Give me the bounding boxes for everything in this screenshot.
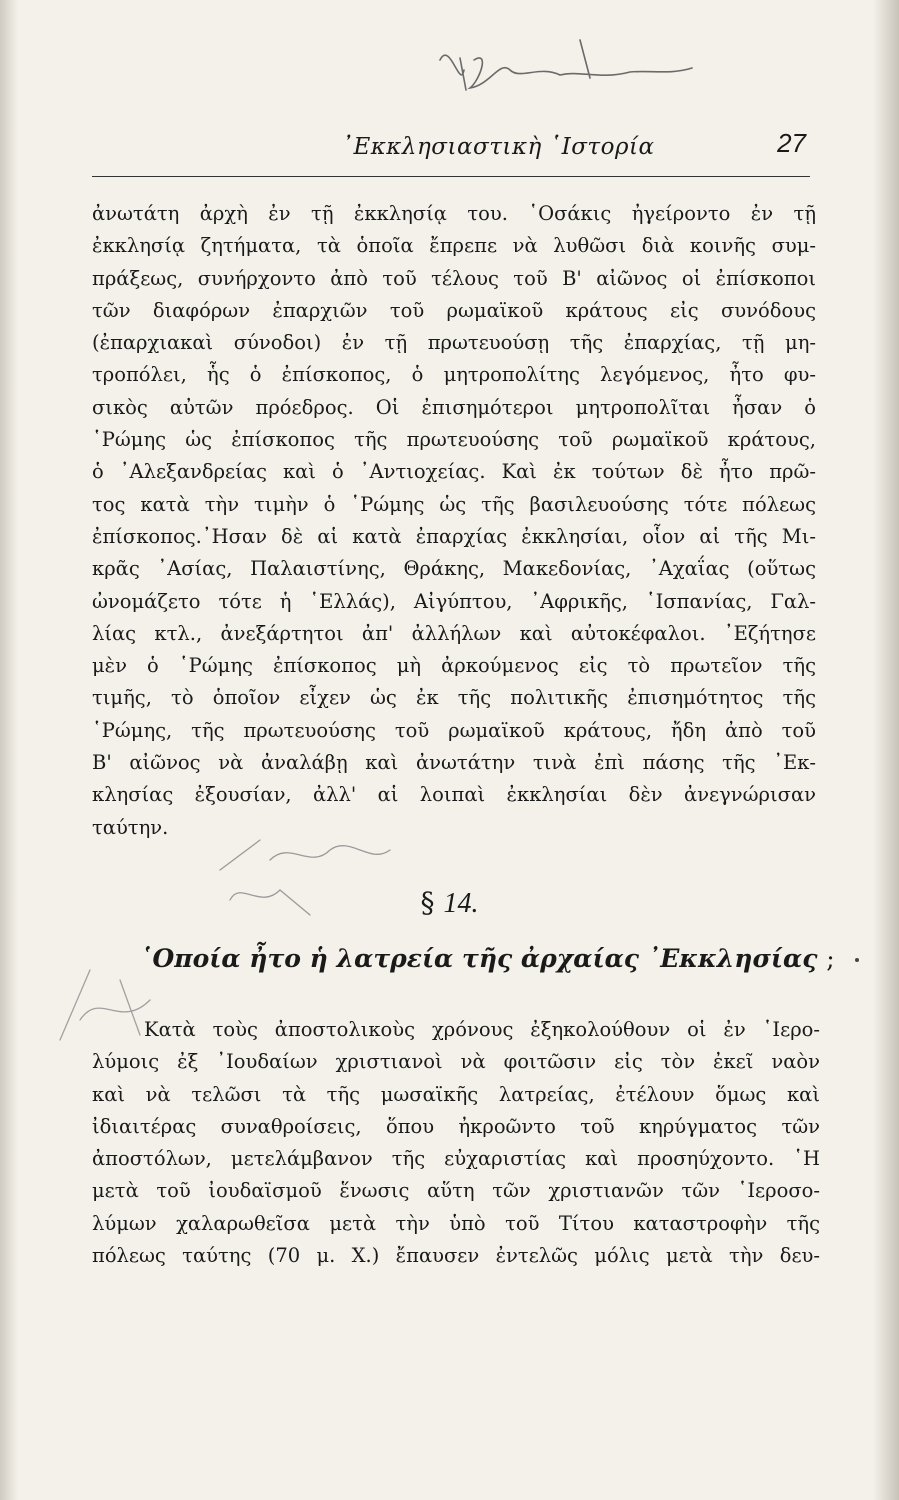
text-line: ἀνωτάτη ἀρχὴ ἐν τῇ ἐκκλησίᾳ του. ῾Οσάκις ἠγείροντο ἐν τῇ	[92, 202, 816, 225]
text-line: κλησίας ἐξουσίαν, ἀλλ' αἱ λοιπαὶ ἐκκλησίαι δὲν ἀνεγνώρισαν	[92, 783, 816, 807]
section-number: 14.	[443, 888, 479, 919]
section-title-text: ῾Οποία ἦτο ἡ λατρεία τῆς ἀρχαίας ᾿Εκκλησίας	[140, 944, 818, 973]
text-line: Κατὰ τοὺς ἀποστολικοὺς χρόνους ἐξηκολούθουν οἱ ἐν ῾Ιερο-	[144, 1018, 820, 1041]
header-rule	[92, 176, 810, 177]
text-line: ἀποστόλων, μετελάμβανον τῆς εὐχαριστίας καὶ προσηύχοντο. ῾Η	[92, 1147, 820, 1171]
text-line: λύμων χαλαρωθεῖσα μετὰ τὴν ὑπὸ τοῦ Τίτου καταστροφὴν τῆς	[92, 1211, 820, 1235]
text-line: τροπόλει, ἧς ὁ ἐπίσκοπος, ὁ μητροπολίτης λεγόμενος, ἦτο φυ-	[92, 363, 816, 387]
text-line: ἰδιαιτέρας συναθροίσεις, ὅπου ἠκροῶντο τοῦ κηρύγματος τῶν	[92, 1114, 820, 1138]
text-line: ταύτην.	[92, 815, 169, 839]
speck	[855, 958, 859, 962]
text-line: πράξεως, συνήρχοντο ἀπὸ τοῦ τέλους τοῦ Β' αἰῶνος οἱ ἐπίσκοποι	[92, 266, 816, 290]
paragraph-1	[92, 198, 816, 844]
text-line: ῾Ρώμης, τῆς πρωτευούσης τοῦ ρωμαϊκοῦ κράτους, ἤδη ἀπὸ τοῦ	[92, 718, 816, 742]
text-line: Β' αἰῶνος νὰ ἀναλάβῃ καὶ ἀνωτάτην τινὰ ἐπὶ πάσης τῆς ᾿Εκ-	[92, 751, 816, 775]
text-line: μετὰ τοῦ ἰουδαϊσμοῦ ἕνωσις αὕτη τῶν χριστιανῶν τῶν ῾Ιεροσο-	[92, 1179, 820, 1203]
text-line: ὁ ᾿Αλεξανδρείας καὶ ὁ ᾿Αντιοχείας. Καὶ ἐκ τούτων δὲ ἦτο πρῶ-	[92, 460, 816, 484]
text-line: καὶ νὰ τελῶσι τὰ τῆς μωσαϊκῆς λατρείας, ἐτέλουν ὅμως καὶ	[92, 1082, 820, 1106]
text-line: ῾Ρώμης ὡς ἐπίσκοπος τῆς πρωτευούσης τοῦ ρωμαϊκοῦ κράτους,	[92, 428, 816, 452]
text-line: τῶν διαφόρων ἐπαρχιῶν τοῦ ρωμαϊκοῦ κράτους εἰς συνόδους	[92, 298, 816, 322]
text-line: λύμοις ἐξ ᾿Ιουδαίων χριστιανοὶ νὰ φοιτῶσιν εἰς τὸν ἐκεῖ ναὸν	[92, 1050, 820, 1074]
text-line: λίας κτλ., ἀνεξάρτητοι ἀπ' ἀλλήλων καὶ αὐτοκέφαλοι. ᾿Εζήτησε	[92, 621, 816, 645]
page-gutter-shadow	[0, 0, 18, 1500]
section-symbol: §	[420, 886, 435, 919]
text-line: τιμῆς, τὸ ὁποῖον εἶχεν ὡς ἐκ τῆς πολιτικῆς ἐπισημότητος τῆς	[92, 686, 816, 710]
text-line: πόλεως ταύτης (70 μ. Χ.) ἔπαυσεν ἐντελῶς μόλις μετὰ τὴν δευ-	[92, 1244, 820, 1268]
text-line: μὲν ὁ ῾Ρώμης ἐπίσκοπος μὴ ἀρκούμενος εἰς τὸ πρωτεῖον τῆς	[92, 654, 816, 678]
text-line: κρᾶς ᾿Ασίας, Παλαιστίνης, Θράκης, Μακεδονίας, ᾿Αχαΐας (οὕτως	[92, 557, 816, 581]
page-number: 27	[777, 128, 806, 158]
section-heading	[0, 886, 899, 920]
text-line: ἐκκλησίᾳ ζητήματα, τὰ ὁποῖα ἔπρεπε νὰ λυθῶσι διὰ κοινῆς συμ-	[92, 234, 816, 258]
section-title	[140, 944, 835, 973]
text-line: ἐπίσκοπος.᾿Ησαν δὲ αἱ κατὰ ἐπαρχίας ἐκκλησίαι, οἷον αἱ τῆς Μι-	[92, 524, 816, 548]
paragraph-2	[92, 1014, 820, 1272]
text-line: τος κατὰ τὴν τιμὴν ὁ ῾Ρώμης ὡς τῆς βασιλευούσης τότε πόλεως	[92, 492, 816, 516]
handwritten-signature	[430, 30, 700, 100]
text-line: σικὸς αὐτῶν πρόεδρος. Οἱ ἐπισημότεροι μητροπολῖται ἦσαν ὁ	[92, 395, 816, 419]
running-head: ᾿Εκκλησιαστικὴ ῾Ιστορία	[341, 134, 655, 160]
text-line: ὠνομάζετο τότε ἡ ῾Ελλάς), Αἰγύπτου, ᾿Αφρικῆς, ῾Ισπανίας, Γαλ-	[92, 589, 816, 613]
page-header	[92, 128, 814, 168]
section-title-punct: ;	[826, 944, 835, 973]
page-edge-shadow	[873, 0, 899, 1500]
text-line: (ἐπαρχιακαὶ σύνοδοι) ἐν τῇ πρωτευούσῃ τῆς ἐπαρχίας, τῇ μη-	[92, 331, 816, 355]
